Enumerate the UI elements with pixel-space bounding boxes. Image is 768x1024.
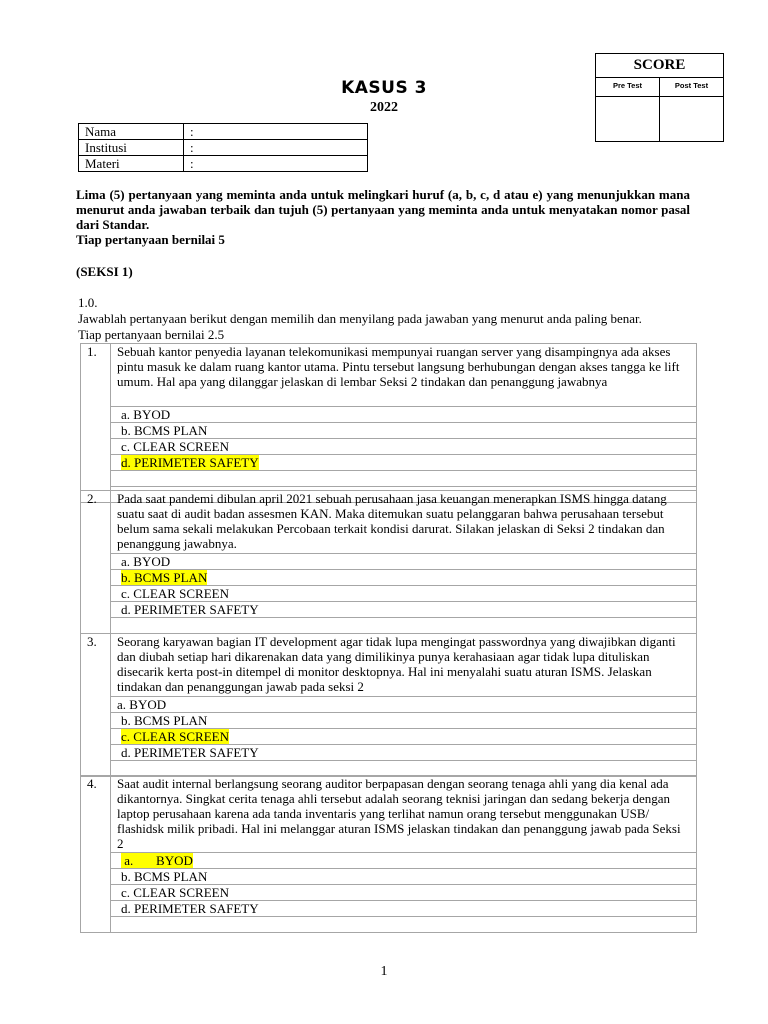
spacer-row xyxy=(111,471,697,487)
option-label: a. BYOD xyxy=(121,853,193,868)
document-title: KASUS 3 xyxy=(341,78,427,98)
option-label: b. BCMS PLAN xyxy=(121,570,208,585)
name-field[interactable]: : xyxy=(184,124,368,140)
answer-option[interactable] xyxy=(111,423,697,439)
pre-test-score-cell[interactable] xyxy=(596,97,660,142)
spacer-row xyxy=(111,917,697,933)
material-label: Materi xyxy=(79,156,184,172)
institution-label: Institusi xyxy=(79,140,184,156)
answer-option[interactable] xyxy=(111,602,697,618)
institution-field[interactable]: : xyxy=(184,140,368,156)
material-field[interactable]: : xyxy=(184,156,368,172)
question-table xyxy=(80,775,697,933)
answer-option-selected[interactable] xyxy=(111,455,697,471)
answer-option[interactable] xyxy=(111,745,697,761)
identity-table xyxy=(78,123,368,172)
question-number: 2. xyxy=(81,491,111,634)
option-label: c. CLEAR SCREEN xyxy=(121,586,229,601)
instructions-points: Tiap pertanyaan bernilai 2.5 xyxy=(78,327,225,342)
answer-option[interactable] xyxy=(111,697,697,713)
intro-points: Tiap pertanyaan bernilai 5 xyxy=(76,232,225,247)
option-label: c. CLEAR SCREEN xyxy=(121,885,229,900)
question-text: Seorang karyawan bagian IT development agar tidak lupa mengingat passwordnya yang diwajibkan diganti dan diubah setiap hari dikarenakan data yang dimilikinya punya kerahasiaan agar tidak lupa dituliskan disecarik kerta post-in ditempel di monitor desktopnya. Hal ini menyalahi suatu aturan ISMS. Jelaskan tindakan dan penanggungan jawab pada seksi 2 xyxy=(111,634,697,697)
option-label: b. BCMS PLAN xyxy=(121,423,208,438)
option-label: b. BCMS PLAN xyxy=(121,869,208,884)
answer-option[interactable] xyxy=(111,885,697,901)
question-table xyxy=(80,633,697,777)
score-title: SCORE xyxy=(596,54,723,78)
question-number: 1. xyxy=(81,344,111,503)
option-label: a. BYOD xyxy=(121,407,171,422)
option-label: b. BCMS PLAN xyxy=(121,713,208,728)
page-number: 1 xyxy=(380,964,388,979)
answer-option[interactable] xyxy=(111,407,697,423)
instructions-text: Jawablah pertanyaan berikut dengan memilih dan menyilang pada jawaban yang menurut anda paling benar. xyxy=(78,311,642,326)
spacer-row xyxy=(111,618,697,634)
document-year: 2022 xyxy=(370,100,398,115)
question-number: 3. xyxy=(81,634,111,777)
score-box xyxy=(595,53,724,142)
option-label: d. PERIMETER SAFETY xyxy=(121,745,259,760)
option-label: d. PERIMETER SAFETY xyxy=(121,455,259,470)
question-table xyxy=(80,490,697,634)
pre-test-label: Pre Test xyxy=(596,78,660,96)
answer-option[interactable] xyxy=(111,869,697,885)
section-heading: (SEKSI 1) xyxy=(76,264,133,279)
question-text: Saat audit internal berlangsung seorang auditor berpapasan dengan seorang tenaga ahli yang dia kenal ada dikantornya. Singkat cerita tenaga ahli tersebut adalah seorang teknisi jaringan dan sedang bekerja dengan laptop perusahaan karena ada tanda inventaris yang terlihat namun orang tersebut menggunakan USB/ flashidsk milik pribadi. Hal ini melanggar aturan ISMS jelaskan tindakan dan penanggung jawab pada Seksi 2 xyxy=(111,776,697,853)
answer-option[interactable] xyxy=(111,713,697,729)
intro-text xyxy=(76,187,690,247)
post-test-label: Post Test xyxy=(674,81,709,90)
question-text: Sebuah kantor penyedia layanan telekomunikasi mempunyai ruangan server yang disampingnya ada akses pintu masuk ke dalam ruang kantor utama. Pintu tersebut langsung berhubungan dengan akses tangga ke lift umum. Hal apa yang dilanggar jelaskan di lembar Seksi 2 tindakan dan penanggung jawabnya xyxy=(111,344,697,407)
option-label: d. PERIMETER SAFETY xyxy=(121,602,259,617)
option-label: c. CLEAR SCREEN xyxy=(121,729,229,744)
name-label: Nama xyxy=(79,124,184,140)
option-label: c. CLEAR SCREEN xyxy=(121,439,229,454)
post-test-score-cell[interactable] xyxy=(660,97,723,142)
instructions-number: 1.0. xyxy=(78,295,98,310)
answer-option-selected[interactable] xyxy=(111,729,697,745)
answer-option[interactable] xyxy=(111,586,697,602)
answer-option[interactable] xyxy=(111,901,697,917)
answer-option[interactable] xyxy=(111,439,697,455)
instructions xyxy=(78,295,708,343)
question-table xyxy=(80,343,697,503)
question-number: 4. xyxy=(81,776,111,933)
option-label: d. PERIMETER SAFETY xyxy=(121,901,259,916)
intro-paragraph: Lima (5) pertanyaan yang meminta anda untuk melingkari huruf (a, b, c, d atau e) yang menunjukkan mana menurut anda jawaban terbaik dan tujuh (5) pertanyaan yang meminta anda untuk menyatakan nomor pasal dari Standar. xyxy=(76,187,690,232)
option-label: a. BYOD xyxy=(121,554,171,569)
question-text: Pada saat pandemi dibulan april 2021 sebuah perusahaan jasa keuangan menerapkan ISMS hingga datang suatu saat di audit badan assesmen KAN. Maka ditemukan suatu pelanggaran bahwa perusahaan tersebut belum sama sekali melakukan Percobaan terkait kondisi darurat. Silakan jelaskan di Seksi 2 tindakan dan penanggung jawabnya. xyxy=(111,491,697,554)
answer-option[interactable] xyxy=(111,554,697,570)
answer-option-selected[interactable] xyxy=(111,570,697,586)
option-label: a. BYOD xyxy=(117,697,167,712)
answer-option-selected[interactable] xyxy=(111,853,697,869)
